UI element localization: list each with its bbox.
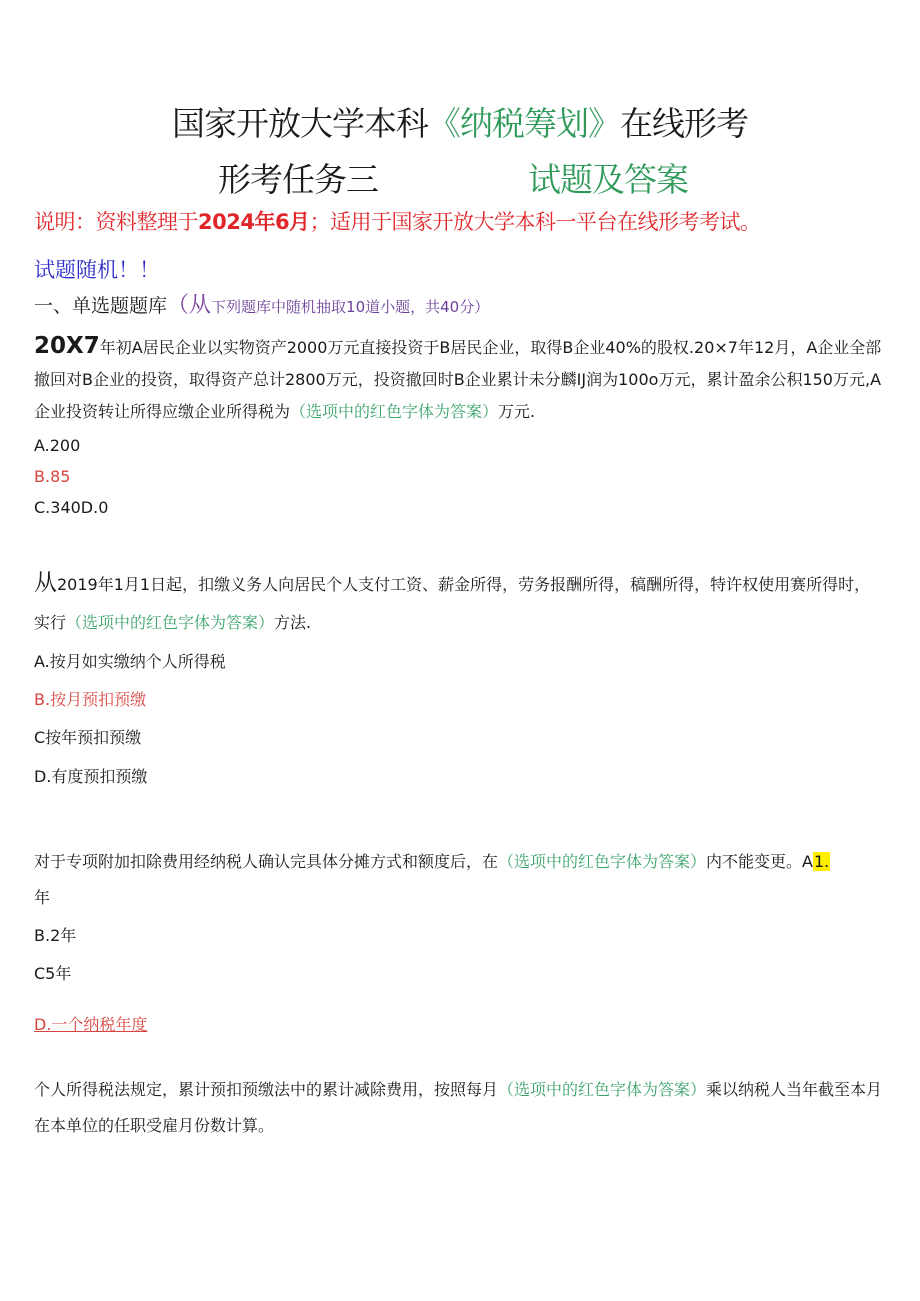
question-1	[34, 330, 884, 428]
note-part1: 说明：资料整理于	[34, 210, 198, 234]
page-subtitle	[218, 154, 688, 201]
question-3-text-a: 对于专项附加扣除费用经纳税人确认完具体分摊方式和额度后，在	[34, 852, 499, 871]
title-part-online: 在线形考	[620, 104, 748, 143]
question-2-text-b: 方法.	[274, 613, 312, 632]
section-rest: 下列题库中随机抽取10道小题，共40分）	[211, 298, 490, 316]
question-3-option-c: C5年	[34, 964, 72, 983]
page-title	[0, 98, 920, 145]
subtitle-task: 形考任务三	[218, 160, 378, 199]
title-part-course: 《纳税筹划》	[428, 104, 620, 143]
note-date: 2024年6月	[198, 210, 310, 234]
question-2-option-d: D.有度预扣预缴	[34, 767, 148, 786]
question-1-text-a: 年初A居民企业以实物资产2000万元直接投资于B居民企业，取得B企业40%的股权.20×7年12月，A企业全部撤回对B企业的投资，取得资产总计2800万元，投资撤回时B企业累计未分麟IJ润为100o万元，累计盈余公积150万元,A企业投资转让所得应缴企业所得税为	[34, 338, 882, 421]
section-label: 一、单选题题库	[34, 295, 168, 317]
question-1-text-b: 万元.	[498, 402, 536, 421]
question-1-option-b-answer: B.85	[34, 467, 71, 486]
question-3-text-b: 内不能变更。A	[706, 852, 813, 871]
question-1-lead: 20X7	[34, 333, 100, 359]
note-part3: ；适用于国家开放大学本科一平台在线形考考试。	[309, 210, 761, 234]
subtitle-answers: 试题及答案	[528, 160, 688, 199]
question-2-option-a: A.按月如实缴纳个人所得税	[34, 652, 226, 671]
question-2	[34, 564, 884, 642]
section-paren: （	[167, 293, 190, 318]
question-2-lead: 从	[34, 570, 57, 596]
random-notice: 试题随机！！	[34, 258, 160, 282]
question-1-option-a: A.200	[34, 436, 81, 455]
question-2-option-c: C按年预扣预缴	[34, 728, 142, 747]
question-3-text-c: 年	[34, 888, 51, 907]
question-2-text-a: 2019年1月1日起，扣缴义务人向居民个人支付工资、薪金所得，劳务报酬所得，稿酬所得，特许权使用赛所得时，实行	[34, 575, 871, 632]
question-1-option-c-d: C.340D.0	[34, 498, 109, 517]
section-heading	[34, 288, 489, 319]
note-line	[34, 206, 761, 236]
question-4-text-a: 个人所得税法规定，累计预扣预缴法中的累计减除费用，按照每月	[34, 1080, 499, 1099]
question-4-text-b: 乘以纳税人当年截至本月在本单位的任职受雇月份数计算。	[34, 1080, 883, 1135]
answer-hint: （选项中的红色字体为答案）	[498, 1080, 707, 1099]
question-4	[34, 1072, 884, 1144]
question-3-option-d-answer: D.一个纳税年度	[34, 1015, 148, 1034]
answer-hint: （选项中的红色字体为答案）	[498, 852, 707, 871]
answer-hint: （选项中的红色字体为答案）	[66, 613, 275, 632]
question-3	[34, 844, 884, 916]
question-3-option-b: B.2年	[34, 926, 77, 945]
question-2-option-b-answer: B.按月预扣预缴	[34, 690, 147, 709]
answer-hint: （选项中的红色字体为答案）	[290, 402, 499, 421]
title-part-school: 国家开放大学本科	[172, 104, 428, 143]
section-big-char: 从	[189, 293, 212, 318]
highlight-mark: 1.	[813, 852, 830, 871]
